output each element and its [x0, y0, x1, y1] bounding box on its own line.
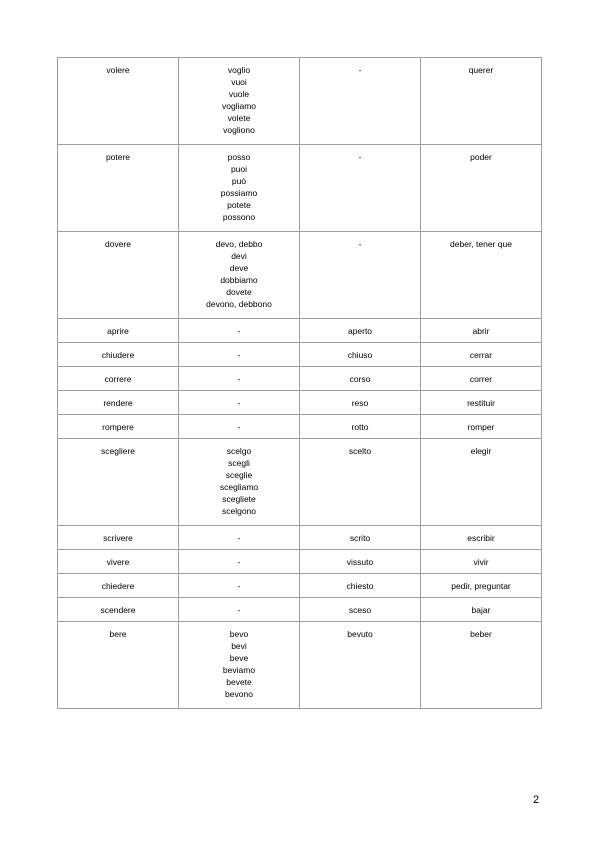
present-forms-cell — [179, 343, 300, 367]
present-forms-cell — [179, 550, 300, 574]
infinitive-cell: potere — [58, 145, 179, 232]
present-form: volete — [227, 113, 251, 123]
present-forms-cell — [179, 391, 300, 415]
table-row — [58, 391, 542, 415]
verb-table-body — [58, 58, 542, 709]
present-form: voglio — [227, 65, 251, 75]
table-row — [58, 58, 542, 145]
present-forms-cell — [179, 319, 300, 343]
infinitive-cell: vivere — [58, 550, 179, 574]
participle-cell: rotto — [300, 415, 421, 439]
present-forms-cell — [179, 58, 300, 145]
present-form: scegli — [228, 458, 250, 468]
spanish-cell: restituir — [421, 391, 542, 415]
infinitive-cell: chiudere — [58, 343, 179, 367]
spanish-cell: escribir — [421, 526, 542, 550]
participle-cell: - — [300, 232, 421, 319]
present-form: - — [237, 581, 241, 591]
present-form: possono — [222, 212, 256, 222]
spanish-cell: cerrar — [421, 343, 542, 367]
participle-cell: chiesto — [300, 574, 421, 598]
table-row — [58, 598, 542, 622]
participle-cell: scelto — [300, 439, 421, 526]
present-forms-cell — [179, 415, 300, 439]
present-form: deve — [229, 263, 249, 273]
present-form: - — [237, 326, 241, 336]
spanish-cell: correr — [421, 367, 542, 391]
present-forms-cell — [179, 622, 300, 709]
spanish-cell: deber, tener que — [421, 232, 542, 319]
present-form: scelgo — [226, 446, 252, 456]
table-row — [58, 550, 542, 574]
table-row — [58, 574, 542, 598]
infinitive-cell: rendere — [58, 391, 179, 415]
spanish-cell: querer — [421, 58, 542, 145]
infinitive-cell: scrivere — [58, 526, 179, 550]
present-form: dobbiamo — [220, 275, 258, 285]
table-row — [58, 439, 542, 526]
present-form: - — [237, 374, 241, 384]
page-number: 2 — [533, 794, 540, 806]
verb-table — [57, 57, 542, 709]
spanish-cell: elegir — [421, 439, 542, 526]
present-form: può — [231, 176, 247, 186]
present-form: devo, debbo — [215, 239, 263, 249]
participle-cell: sceso — [300, 598, 421, 622]
table-row — [58, 343, 542, 367]
present-form: posso — [227, 152, 251, 162]
table-row — [58, 415, 542, 439]
participle-cell: corso — [300, 367, 421, 391]
present-forms-cell — [179, 145, 300, 232]
present-form: devi — [231, 251, 247, 261]
present-form: - — [237, 398, 241, 408]
present-form: - — [237, 557, 241, 567]
table-row — [58, 622, 542, 709]
present-form: vuoi — [231, 77, 247, 87]
present-forms-cell — [179, 439, 300, 526]
spanish-cell: pedir, preguntar — [421, 574, 542, 598]
present-form: beve — [229, 653, 249, 663]
present-forms-cell — [179, 526, 300, 550]
present-form: sceglie — [225, 470, 253, 480]
present-form: vogliono — [223, 125, 255, 135]
present-forms-cell — [179, 598, 300, 622]
present-form: dovete — [226, 287, 252, 297]
participle-cell: vissuto — [300, 550, 421, 574]
present-form: - — [237, 422, 241, 432]
participle-cell: - — [300, 58, 421, 145]
table-row — [58, 367, 542, 391]
infinitive-cell: aprire — [58, 319, 179, 343]
infinitive-cell: scendere — [58, 598, 179, 622]
present-form: bevo — [229, 629, 249, 639]
participle-cell: chiuso — [300, 343, 421, 367]
present-form: bevete — [226, 677, 252, 687]
table-row — [58, 319, 542, 343]
present-form: potete — [227, 200, 251, 210]
infinitive-cell: scegliere — [58, 439, 179, 526]
present-form: bevono — [225, 689, 253, 699]
present-form: - — [237, 350, 241, 360]
infinitive-cell: bere — [58, 622, 179, 709]
infinitive-cell: correre — [58, 367, 179, 391]
present-form: bevi — [231, 641, 247, 651]
participle-cell: aperto — [300, 319, 421, 343]
infinitive-cell: dovere — [58, 232, 179, 319]
present-form: possiamo — [220, 188, 258, 198]
table-row — [58, 232, 542, 319]
participle-cell: bevuto — [300, 622, 421, 709]
present-form: scegliamo — [219, 482, 259, 492]
present-form: - — [237, 533, 241, 543]
present-form: devono, debbono — [206, 299, 272, 309]
present-form: vogliamo — [221, 101, 257, 111]
table-row — [58, 145, 542, 232]
spanish-cell: abrir — [421, 319, 542, 343]
present-forms-cell — [179, 367, 300, 391]
present-form: vuole — [228, 89, 250, 99]
spanish-cell: poder — [421, 145, 542, 232]
participle-cell: reso — [300, 391, 421, 415]
spanish-cell: romper — [421, 415, 542, 439]
participle-cell: scrito — [300, 526, 421, 550]
present-form: - — [237, 605, 241, 615]
present-forms-cell — [179, 232, 300, 319]
present-form: scegliete — [222, 494, 256, 504]
present-form: scelgono — [221, 506, 257, 516]
spanish-cell: beber — [421, 622, 542, 709]
spanish-cell: bajar — [421, 598, 542, 622]
infinitive-cell: volere — [58, 58, 179, 145]
infinitive-cell: rompere — [58, 415, 179, 439]
participle-cell: - — [300, 145, 421, 232]
present-forms-cell — [179, 574, 300, 598]
spanish-cell: vivir — [421, 550, 542, 574]
present-form: puoi — [230, 164, 248, 174]
infinitive-cell: chiedere — [58, 574, 179, 598]
table-row — [58, 526, 542, 550]
present-form: beviamo — [222, 665, 256, 675]
